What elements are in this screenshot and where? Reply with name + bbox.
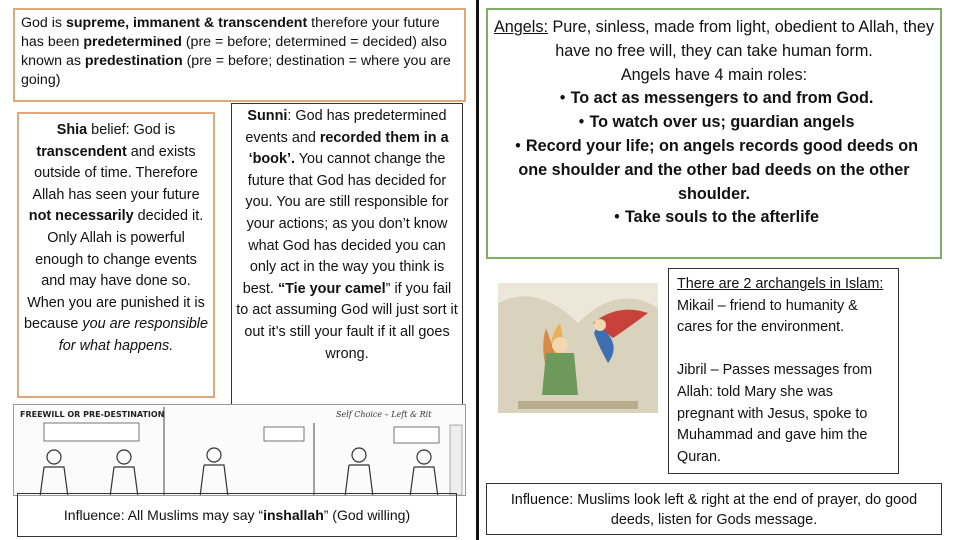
archangels-box [668, 268, 899, 474]
influence-left-box [17, 493, 457, 537]
shia-belief-box [17, 112, 215, 398]
angels-title: Angels: [494, 18, 548, 36]
cartoon-heading: FREEWILL OR PRE-DESTINATION [20, 410, 165, 419]
freewill-cartoon-image [13, 404, 466, 496]
angels-intro: Angels: Pure, sinless, made from light, obedient to Allah, they have no free will, they can take human form. [494, 18, 935, 60]
intro-text: God is supreme, immanent & transcendent therefore your future has been predetermined (pre = before; determined = decided) also known as predestination (pre = before; destination = where you are going) [21, 15, 451, 88]
shia-text: Shia belief: God is transcendent and exists outside of time. Therefore Allah has seen your future not necessarily decided it. Only Allah is powerful enough to change events and may have done so. When you are punished it is because you are responsible for what happens. [23, 122, 208, 354]
page-divider [476, 0, 479, 540]
archangels-title: There are 2 archangels in Islam: [677, 276, 884, 292]
sunni-belief-box [231, 103, 463, 405]
influence-right-text: Influence: Muslims look left & right at the end of prayer, do good deeds, listen for Gods message. [510, 492, 918, 528]
angels-box [486, 8, 942, 259]
angels-role-3: • Record your life; on angels records good deeds on one shoulder and the other bad deeds on the other shoulder. [515, 136, 919, 203]
archangel-mikail: Mikail – friend to humanity & cares for the environment. [677, 297, 858, 336]
sunni-text: Sunni: God has predetermined events and recorded them in a ‘book’. You cannot change the future that God has decided for you. You are still responsible for your actions; as you don’t know what God has decided you can only act in the way you think is best. “Tie your camel” if you fail to act assuming God will just sort it out it’s still your fault if it all goes wrong. [236, 108, 458, 362]
angels-role-4: • Take souls to the afterlife [614, 208, 819, 227]
influence-right-box [486, 483, 942, 535]
angels-roles-heading: Angels have 4 main roles: [620, 65, 808, 84]
angels-role-1: • To act as messengers to and from God. [559, 89, 874, 108]
archangel-jibril: Jibril – Passes messages from Allah: told Mary she was pregnant with Jesus, spoke to Muhammad and gave him the Quran. [677, 362, 873, 465]
influence-left-text: Influence: All Muslims may say “inshallah” (God willing) [63, 507, 411, 523]
cartoon-note: Self Choice – Left & Rit [336, 410, 432, 419]
angel-painting-image [498, 283, 658, 413]
intro-box [13, 8, 466, 102]
angels-role-2: • To watch over us; guardian angels [578, 113, 855, 132]
